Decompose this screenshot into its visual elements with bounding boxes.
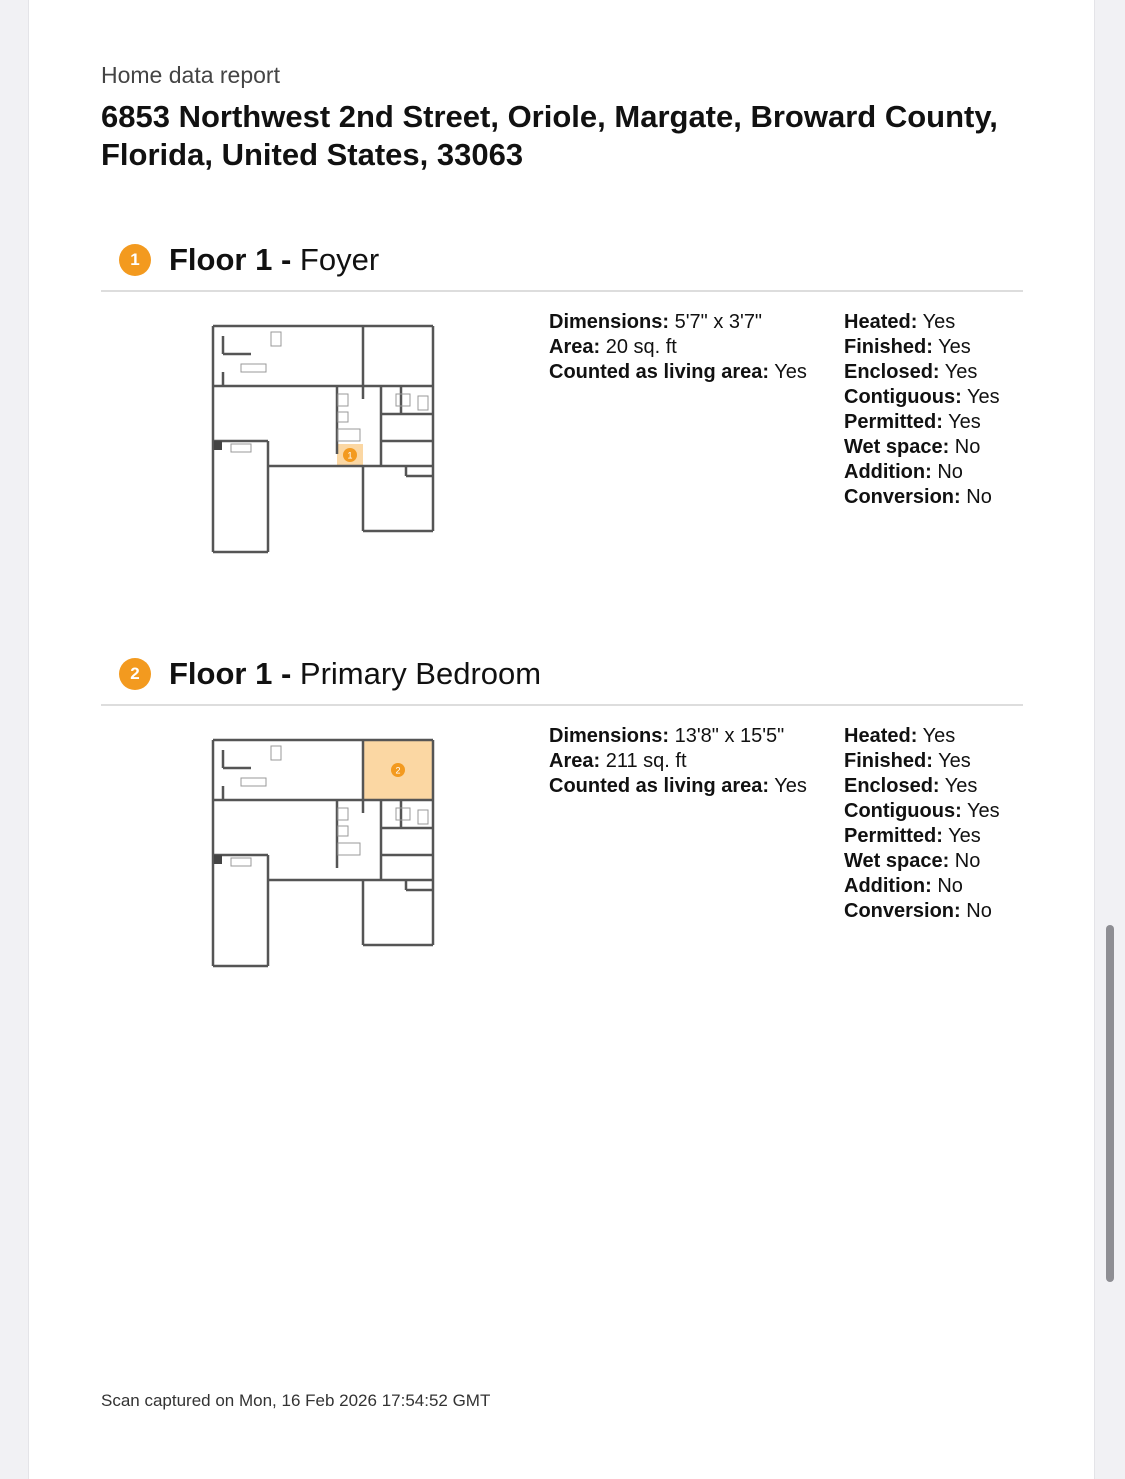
room-section-foyer bbox=[101, 232, 1023, 508]
fixture bbox=[271, 332, 281, 346]
fixture bbox=[214, 441, 222, 450]
detail-row bbox=[844, 874, 1000, 899]
detail-label: Area: bbox=[549, 750, 601, 772]
fixture bbox=[338, 429, 360, 441]
fixture bbox=[338, 826, 348, 836]
fixture bbox=[271, 746, 281, 760]
detail-label: Finished: bbox=[844, 750, 933, 772]
detail-value: No bbox=[966, 900, 992, 922]
detail-value: Yes bbox=[938, 336, 971, 358]
detail-value: Yes bbox=[944, 775, 978, 797]
title-separator: - bbox=[280, 656, 292, 691]
detail-label: Finished: bbox=[844, 336, 933, 358]
detail-label: Heated: bbox=[844, 311, 918, 333]
detail-value: Yes bbox=[944, 361, 978, 383]
fixture bbox=[418, 810, 428, 824]
detail-value: 13'8" x 15'5" bbox=[674, 725, 785, 747]
report-page bbox=[28, 0, 1095, 1479]
title-separator: - bbox=[280, 242, 292, 277]
floor-plan-thumbnail bbox=[201, 728, 441, 968]
detail-label: Enclosed: bbox=[844, 775, 940, 797]
detail-label: Dimensions: bbox=[549, 311, 670, 333]
detail-row bbox=[549, 774, 807, 799]
room-header bbox=[101, 232, 1023, 292]
detail-label: Dimensions: bbox=[549, 725, 670, 747]
detail-row bbox=[844, 824, 1000, 849]
fixture bbox=[231, 858, 251, 866]
detail-row bbox=[549, 360, 807, 385]
room-number-badge: 2 bbox=[119, 658, 151, 690]
room-marker-number: 2 bbox=[395, 765, 401, 776]
detail-label: Permitted: bbox=[844, 411, 943, 433]
room-header bbox=[101, 646, 1023, 706]
room-marker-number: 1 bbox=[347, 450, 353, 461]
room-number-badge: 1 bbox=[119, 244, 151, 276]
fixture bbox=[338, 808, 348, 820]
detail-value: No bbox=[937, 875, 963, 897]
detail-value: Yes bbox=[948, 411, 981, 433]
room-attributes bbox=[844, 310, 1000, 510]
detail-row bbox=[844, 410, 1000, 435]
detail-label: Conversion: bbox=[844, 486, 961, 508]
detail-row bbox=[549, 310, 807, 335]
fixture bbox=[396, 394, 410, 406]
detail-row bbox=[844, 335, 1000, 360]
detail-value: No bbox=[937, 461, 963, 483]
detail-row bbox=[549, 335, 807, 360]
detail-row bbox=[549, 749, 807, 774]
fixture bbox=[214, 855, 222, 864]
detail-row bbox=[844, 310, 1000, 335]
detail-row bbox=[844, 749, 1000, 774]
detail-value: Yes bbox=[948, 825, 981, 847]
detail-value: Yes bbox=[774, 775, 807, 797]
floor-label: Floor 1 bbox=[169, 242, 273, 277]
room-section-primary-bedroom bbox=[101, 646, 1023, 922]
fixture bbox=[396, 808, 410, 820]
detail-label: Heated: bbox=[844, 725, 918, 747]
detail-row bbox=[549, 724, 807, 749]
detail-value: 20 sq. ft bbox=[605, 336, 677, 358]
detail-label: Counted as living area: bbox=[549, 775, 770, 797]
detail-row bbox=[844, 385, 1000, 410]
detail-row bbox=[844, 799, 1000, 824]
floor-plan-thumbnail bbox=[201, 314, 441, 554]
scrollbar-thumb[interactable] bbox=[1106, 925, 1114, 1282]
detail-label: Area: bbox=[549, 336, 601, 358]
fixture bbox=[241, 364, 266, 372]
detail-value: Yes bbox=[966, 386, 1000, 408]
detail-value: No bbox=[954, 436, 981, 458]
detail-value: Yes bbox=[922, 725, 956, 747]
fixture bbox=[338, 394, 348, 406]
room-title bbox=[169, 656, 541, 692]
fixture bbox=[241, 778, 266, 786]
detail-label: Wet space: bbox=[844, 436, 950, 458]
detail-label: Counted as living area: bbox=[549, 361, 770, 383]
detail-label: Contiguous: bbox=[844, 386, 962, 408]
room-title bbox=[169, 242, 379, 278]
detail-row bbox=[844, 460, 1000, 485]
detail-row bbox=[844, 360, 1000, 385]
detail-label: Wet space: bbox=[844, 850, 950, 872]
report-subtitle: Home data report bbox=[101, 62, 280, 88]
detail-value: No bbox=[954, 850, 981, 872]
detail-label: Conversion: bbox=[844, 900, 961, 922]
room-details bbox=[549, 310, 807, 385]
property-address: 6853 Northwest 2nd Street, Oriole, Margate, Broward County, Florida, United States, 33063 bbox=[101, 99, 998, 172]
fixture bbox=[338, 843, 360, 855]
detail-label: Permitted: bbox=[844, 825, 943, 847]
detail-label: Enclosed: bbox=[844, 361, 940, 383]
floor-label: Floor 1 bbox=[169, 656, 273, 691]
detail-label: Contiguous: bbox=[844, 800, 962, 822]
detail-label: Addition: bbox=[844, 875, 932, 897]
fixture bbox=[418, 396, 428, 410]
detail-row bbox=[844, 724, 1000, 749]
detail-value: No bbox=[966, 486, 992, 508]
detail-value: Yes bbox=[966, 800, 1000, 822]
room-name: Primary Bedroom bbox=[299, 656, 542, 691]
room-attributes bbox=[844, 724, 1000, 924]
fixture bbox=[231, 444, 251, 452]
detail-value: Yes bbox=[774, 361, 807, 383]
detail-row bbox=[844, 485, 1000, 510]
detail-value: 5'7" x 3'7" bbox=[674, 311, 763, 333]
detail-row bbox=[844, 774, 1000, 799]
scan-timestamp: Scan captured on Mon, 16 Feb 2026 17:54:52 GMT bbox=[101, 1391, 491, 1410]
detail-row bbox=[844, 849, 1000, 874]
room-name: Foyer bbox=[299, 242, 380, 277]
detail-value: Yes bbox=[938, 750, 971, 772]
detail-row bbox=[844, 435, 1000, 460]
detail-row bbox=[844, 899, 1000, 924]
detail-value: 211 sq. ft bbox=[605, 750, 687, 772]
room-details bbox=[549, 724, 807, 799]
detail-label: Addition: bbox=[844, 461, 932, 483]
fixture bbox=[338, 412, 348, 422]
detail-value: Yes bbox=[922, 311, 956, 333]
